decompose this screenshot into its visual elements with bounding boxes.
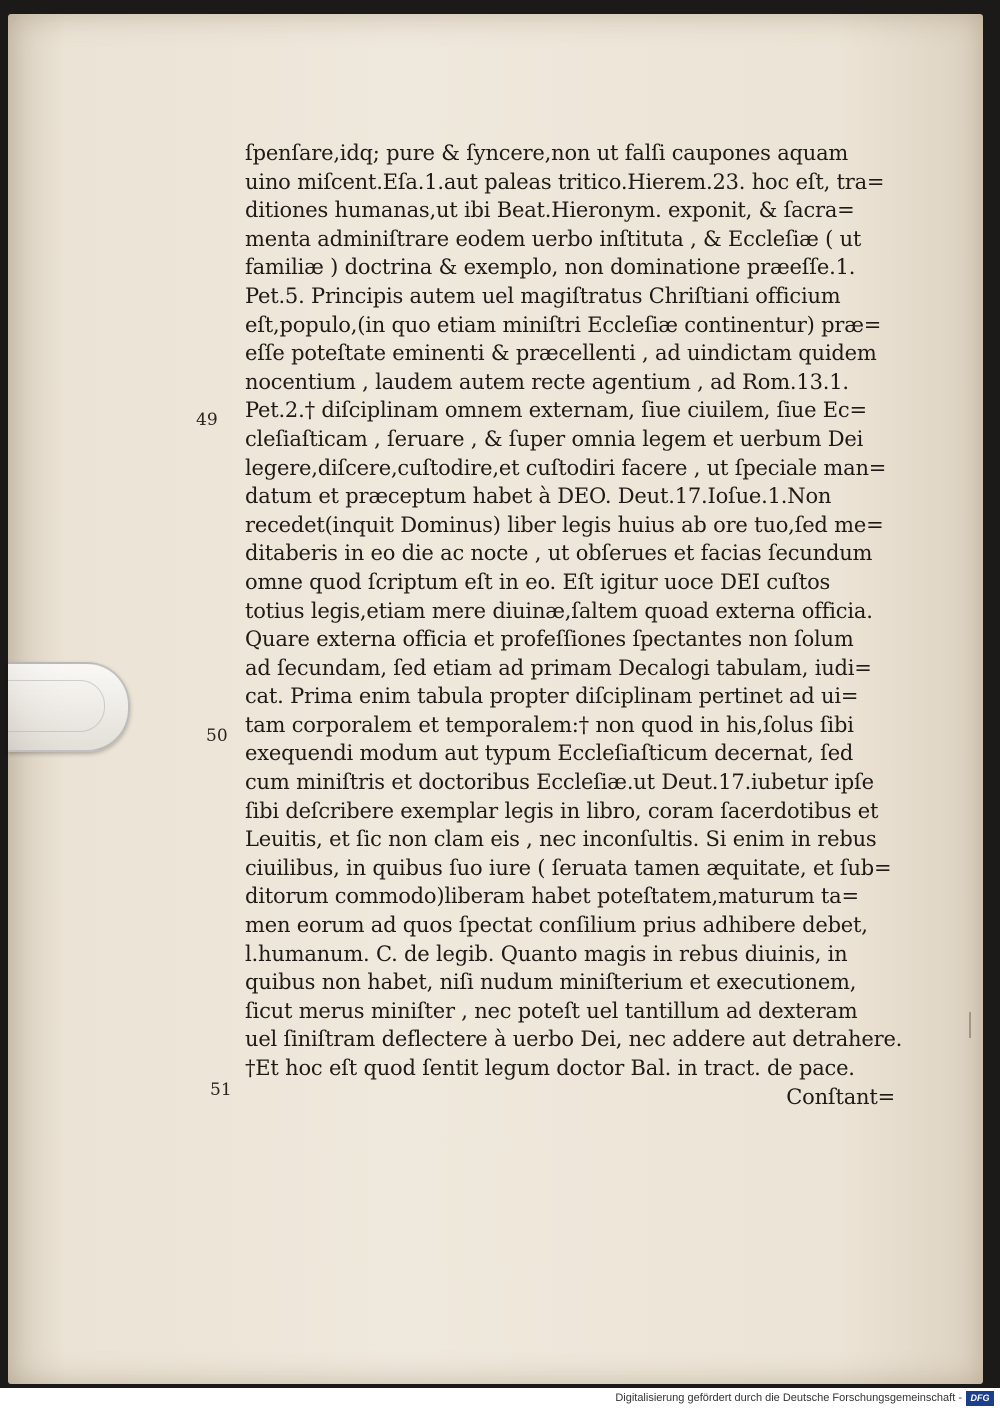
text-line: familiæ ) doctrina & exemplo, non dominatione præeſſe.1.: [245, 255, 856, 280]
text-line: cleſiaſticam , ſeruare , & ſuper omnia legem et uerbum Dei: [245, 426, 864, 451]
text-line: cum miniſtris et doctoribus Eccleſiæ.ut Deut.17.iubetur ipſe: [245, 770, 874, 795]
text-line: ſicut merus miniſter , nec poteſt uel tantillum ad dexteram: [245, 998, 858, 1023]
text-line: nocentium , laudem autem recte agentium , ad Rom.13.1.: [245, 369, 849, 394]
text-line: omne quod ſcriptum eſt in eo. Eſt igitur uoce DEI cuſtos: [245, 569, 831, 594]
text-line: exequendi modum aut typum Eccleſiaſticum decernat, ſed: [245, 741, 854, 766]
text-line: men eorum ad quos ſpectat conſilium prius adhibere debet,: [245, 913, 868, 938]
text-line: eſt,populo,(in quo etiam miniſtri Eccleſiæ continentur) præ=: [245, 312, 882, 337]
text-line: †Et hoc eſt quod ſentit legum doctor Bal. in tract. de pace.: [245, 1056, 855, 1080]
margin-number: 51: [210, 1080, 232, 1100]
text-line: ciuilibus, in quibus ſuo iure ( ſeruata tamen æquitate, et ſub=: [245, 855, 892, 880]
body-text: [245, 139, 903, 1111]
page-clip-inner: [8, 680, 105, 732]
text-line: ad ſecundam, ſed etiam ad primam Decalogi tabulam, iudi=: [245, 655, 872, 680]
text-line: Leuitis, et ſic non clam eis , nec inconſultis. Si enim in rebus: [245, 827, 877, 852]
catchword: Conſtant=: [786, 1084, 895, 1109]
footer-credit: Digitalisierung gefördert durch die Deutsche Forschungsgemeinschaft -: [615, 1392, 962, 1404]
text-line: datum et præceptum habet à DEO. Deut.17.Ioſue.1.Non: [245, 484, 832, 509]
text-line: ditorum commodo)liberam habet poteſtatem,maturum ta=: [245, 884, 859, 909]
text-line: Pet.2.† diſciplinam omnem externam, ſiue ciuilem, ſiue Ec=: [245, 398, 867, 423]
text-line: ſpenſare,idq; pure & ſyncere,non ut falſi caupones aquam: [245, 141, 849, 165]
text-line: totius legis,etiam mere diuinæ,ſaltem quoad externa officia.: [245, 598, 873, 623]
text-line: ditiones humanas,ut ibi Beat.Hieronym. exponit, & ſacra=: [245, 198, 855, 223]
dfg-logo: DFG: [966, 1391, 994, 1406]
text-line: uel ſiniſtram deflectere à uerbo Dei, nec addere aut detrahere.: [245, 1027, 903, 1052]
text-line: tam corporalem et temporalem:† non quod in his,ſolus ſibi: [245, 712, 854, 737]
text-line: uino miſcent.Eſa.1.aut paleas tritico.Hierem.23. hoc eſt, tra=: [245, 169, 885, 194]
text-line: eſſe poteſtate eminenti & præcellenti , ad uindictam quidem: [245, 341, 877, 366]
text-line: menta adminiſtrare eodem uerbo inſtituta , & Eccleſiæ ( ut: [245, 226, 862, 251]
text-line: ditaberis in eo die ac nocte , ut obſerues et facias ſecundum: [245, 541, 873, 566]
text-line: ſibi deſcribere exemplar legis in libro, coram ſacerdotibus et: [245, 798, 879, 823]
pencil-mark: [969, 1012, 971, 1038]
margin-number: 49: [196, 410, 218, 430]
text-line: Pet.5. Principis autem uel magiſtratus Chriſtiani officium: [245, 283, 841, 308]
text-line: quibus non habet, niſi nudum miniſterium et executionem,: [245, 970, 857, 995]
text-line: cat. Prima enim tabula propter diſciplinam pertinet ad ui=: [245, 684, 859, 709]
text-line: legere,diſcere,cuſtodire,et cuſtodiri facere , ut ſpeciale man=: [245, 455, 887, 480]
margin-number: 50: [206, 726, 228, 746]
footer-bar: [0, 1388, 1000, 1410]
text-line: Quare externa officia et profeſſiones ſpectantes non ſolum: [245, 627, 854, 652]
text-line: recedet(inquit Dominus) liber legis huius ab ore tuo,ſed me=: [245, 512, 884, 537]
text-line: l.humanum. C. de legib. Quanto magis in rebus diuinis, in: [245, 941, 848, 966]
